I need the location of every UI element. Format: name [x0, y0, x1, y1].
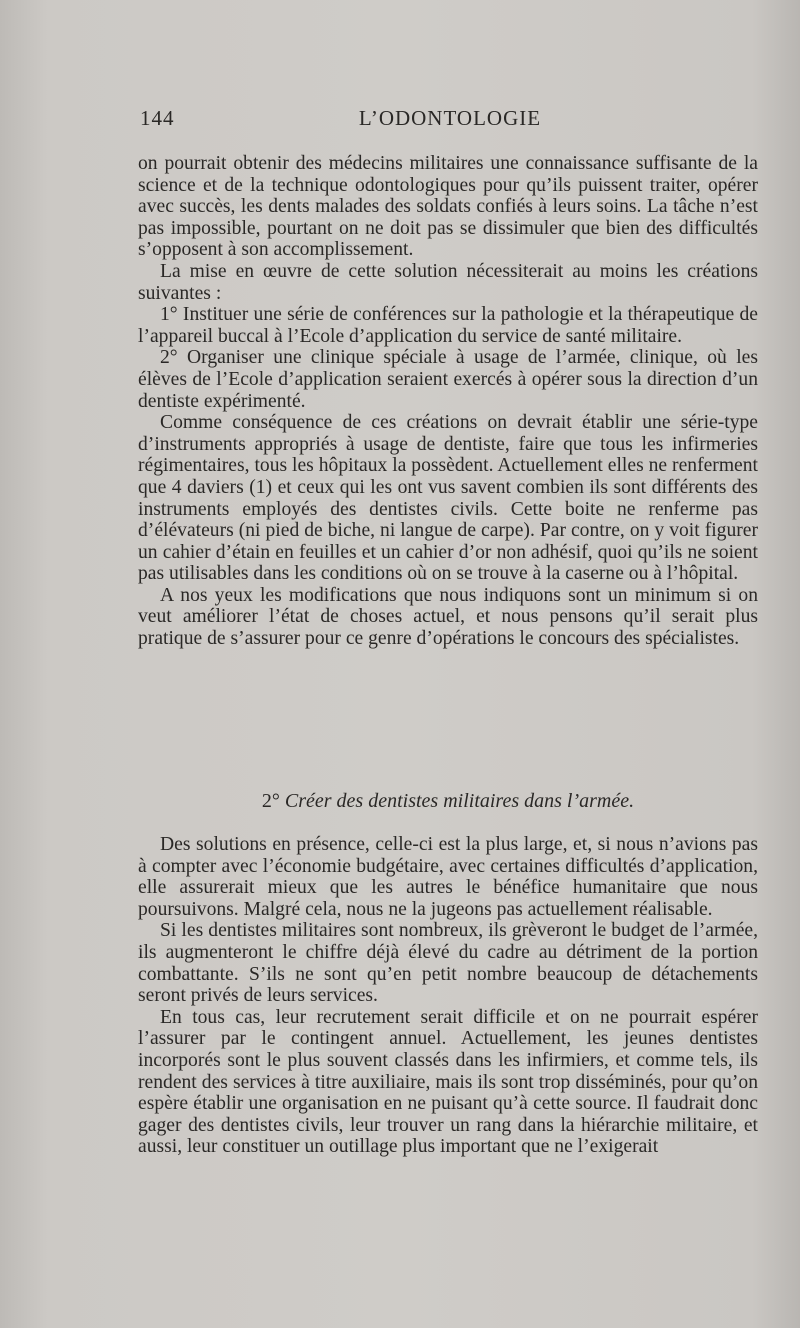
page-header	[140, 106, 760, 136]
paragraph: A nos yeux les modifications que nous indiquons sont un minimum si on veut améliorer l’état de choses actuel, et nous pensons qu’il serait plus pratique de s’assurer pour ce genre d’opérations le concours des spécialistes.	[138, 584, 758, 650]
paragraph: Si les dentistes militaires sont nombreux, ils grèveront le budget de l’armée, ils augmenteront le chiffre déjà élevé du cadre au détriment de la portion combattante. S’ils ne sont qu’en petit nombre beaucoup de détachements seront privés de leurs services.	[138, 920, 758, 1007]
paragraph: 1° Instituer une série de conférences sur la pathologie et la thérapeutique de l’appareil buccal à l’Ecole d’application du service de santé militaire.	[138, 304, 758, 347]
paragraph: on pourrait obtenir des médecins militaires une connaissance suffisante de la science et de la technique odontologiques pour qu’ils puissent traiter, opérer avec succès, les dents malades des soldats confiés à leurs soins. La tâche n’est pas impossible, pourtant on ne doit pas se dissimuler que bien des difficultés s’opposent à son accomplissement.	[138, 153, 758, 261]
paragraph: La mise en œuvre de cette solution nécessiterait au moins les créations suivantes :	[138, 260, 758, 304]
section-heading	[138, 790, 758, 813]
paragraph: 2° Organiser une clinique spéciale à usage de l’armée, clinique, où les élèves de l’Ecole d’application seraient exercés à opérer sous la direction d’un dentiste expérimenté.	[138, 347, 758, 412]
body-text-upper	[138, 153, 758, 650]
paragraph: En tous cas, leur recrutement serait difficile et on ne pourrait espérer l’assurer par le contingent annuel. Actuellement, les jeunes dentistes incorporés sont le plus souvent classés dans les infirmiers, et comme tels, ils rendent des services à titre auxiliaire, mais ils sont trop disséminés, pour qu’on espère établir une organisation en ne puisant qu’à cette source. Il faudrait donc gager des dentistes civils, leur trouver un rang dans la hiérarchie militaire, et aussi, leur constituer un outillage plus important que ne l’exigerait	[138, 1006, 758, 1158]
section-number: 2°	[261, 790, 280, 812]
section-title: Créer des dentistes militaires dans l’armée.	[284, 790, 635, 812]
paragraph: Comme conséquence de ces créations on devrait établir une série-type d’instruments appropriés à usage de dentiste, faire que tous les infirmeries régimentaires, tous les hôpitaux la possèdent. Actuellement elles ne renferment que 4 daviers (1) et ceux qui les ont vus savent combien ils sont différents des instruments employés des dentistes civils. Cette boite ne renferme pas d’élévateurs (ni pied de biche, ni langue de carpe). Par contre, on y voit figurer un cahier d’étain en feuilles et un cahier d’or non adhésif, quoi qu’ils ne soient pas utilisables dans les conditions où on se trouve à la caserne ou à l’hôpital.	[138, 412, 758, 585]
page-number: 144	[140, 106, 175, 130]
running-title: L’ODONTOLOGIE	[358, 106, 542, 130]
paragraph: Des solutions en présence, celle-ci est la plus large, et, si nous n’avions pas à compter avec l’économie budgétaire, avec certaines difficultés d’application, elle assurerait mieux que les autres le bénéfice humanitaire que nous poursuivons. Malgré cela, nous ne la jugeons pas actuellement réalisable.	[138, 834, 758, 920]
body-text-lower	[138, 834, 758, 1158]
